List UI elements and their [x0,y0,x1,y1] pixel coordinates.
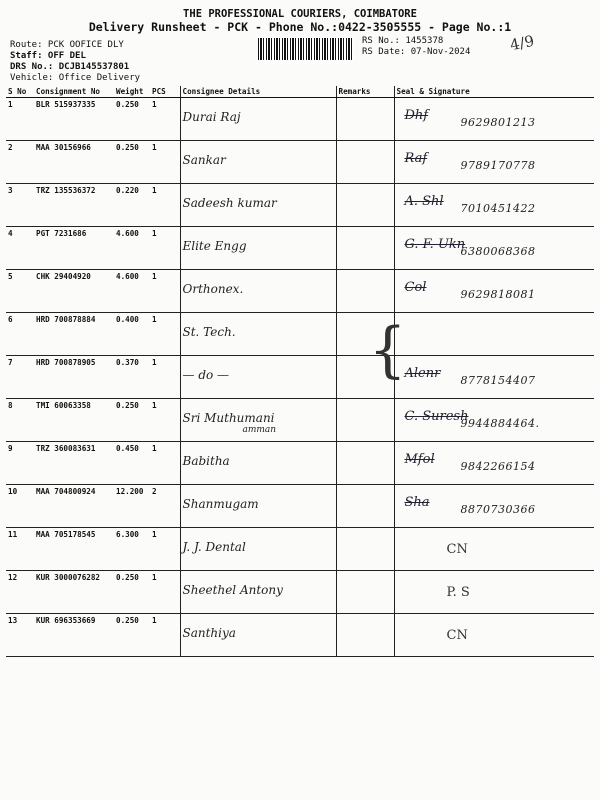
cell-sno: 1 [6,98,34,141]
staff-label: Staff: OFF DEL [10,51,86,61]
signature: Col [404,280,427,295]
cell-consignee [180,227,336,270]
signature: Mfol [404,452,435,467]
cell-consignee [180,270,336,313]
cell-pcs: 1 [150,227,180,270]
consignee-handwriting: Elite Engg [182,239,247,253]
cell-remarks [336,442,394,485]
cell-weight: 6.300 [114,528,150,571]
col-header-consignee: Consignee Details [180,86,336,98]
phone-number: 6380068368 [460,245,536,258]
drs-label: DRS No.: DCJB145537801 [10,62,130,72]
signature: A. Shl [404,194,444,209]
cell-weight: 0.250 [114,571,150,614]
table-row [6,227,594,270]
cell-remarks [336,141,394,184]
cell-pcs: 1 [150,184,180,227]
table-row [6,442,594,485]
table-header-row [6,86,594,98]
cell-weight: 0.250 [114,98,150,141]
cell-seal-signature [394,614,594,657]
bracket-mark: { [368,315,407,385]
cell-sno: 8 [6,399,34,442]
cell-consignee [180,442,336,485]
cell-pcs: 1 [150,270,180,313]
phone-number: 8870730366 [460,503,536,516]
cell-remarks [336,485,394,528]
signature: Dhf [404,108,429,123]
cell-remarks [336,270,394,313]
col-header-consignment: Consignment No [34,86,114,98]
cell-sno: 2 [6,141,34,184]
table-row [6,485,594,528]
signature: C. Suresh [404,409,469,424]
signature: Raf [404,151,428,166]
cell-pcs: 1 [150,442,180,485]
consignee-handwriting: Sankar [182,153,226,167]
cell-weight: 0.220 [114,184,150,227]
signature: P. S [446,585,470,600]
cell-remarks [336,227,394,270]
phone-number: 8778154407 [460,374,536,387]
cell-consignee [180,141,336,184]
cell-weight: 0.250 [114,399,150,442]
cell-seal-signature [394,98,594,141]
cell-sno: 6 [6,313,34,356]
table-row [6,184,594,227]
cell-sno: 9 [6,442,34,485]
cell-consignment-no: TRZ 135536372 [34,184,114,227]
cell-remarks [336,98,394,141]
cell-pcs: 1 [150,141,180,184]
table-row [6,270,594,313]
cell-seal-signature [394,485,594,528]
cell-consignment-no: KUR 696353669 [34,614,114,657]
phone-number: 9842266154 [460,460,536,473]
cell-seal-signature [394,227,594,270]
cell-weight: 0.450 [114,442,150,485]
cell-consignee [180,485,336,528]
cell-seal-signature [394,270,594,313]
runsheet-title: Delivery Runsheet - PCK - Phone No.:0422-3505555 - Page No.:1 [88,20,512,34]
consignee-handwriting: — do — [182,368,230,382]
cell-consignee [180,399,336,442]
cell-consignment-no: MAA 30156966 [34,141,114,184]
table-row [6,141,594,184]
cell-weight: 0.250 [114,614,150,657]
cell-sno: 10 [6,485,34,528]
cell-remarks [336,528,394,571]
phone-number: 9629801213 [460,116,536,129]
cell-consignment-no: BLR 515937335 [34,98,114,141]
cell-pcs: 1 [150,399,180,442]
consignee-handwriting: Sri Muthumani [182,411,275,425]
cell-seal-signature [394,141,594,184]
cell-consignment-no: CHK 29404920 [34,270,114,313]
cell-weight: 4.600 [114,270,150,313]
barcode [258,38,354,60]
vehicle-label: Vehicle: Office Delivery [10,73,141,83]
cell-remarks [336,571,394,614]
col-header-seal: Seal & Signature [394,86,594,98]
signature: G. F. Ukn [404,237,466,252]
cell-pcs: 1 [150,356,180,399]
cell-consignment-no: PGT 7231686 [34,227,114,270]
rs-date-label: RS Date: 07-Nov-2024 [362,47,471,57]
cell-sno: 12 [6,571,34,614]
consignee-handwriting: Sheethel Antony [182,583,283,597]
cell-consignment-no: HRD 700878884 [34,313,114,356]
cell-consignee [180,356,336,399]
runsheet-table [6,86,594,657]
table-row [6,614,594,657]
cell-consignment-no: TMI 60063358 [34,399,114,442]
cell-consignee [180,98,336,141]
cell-seal-signature [394,184,594,227]
cell-consignment-no: MAA 705178545 [34,528,114,571]
cell-weight: 0.400 [114,313,150,356]
cell-seal-signature [394,442,594,485]
cell-sno: 7 [6,356,34,399]
consignee-handwriting-line2: amman [242,425,277,435]
consignee-handwriting: Sadeesh kumar [182,196,277,210]
cell-pcs: 1 [150,528,180,571]
table-row [6,528,594,571]
cell-weight: 4.600 [114,227,150,270]
cell-remarks [336,399,394,442]
phone-number: 7010451422 [460,202,536,215]
rs-no-label: RS No.: 1455378 [362,36,444,46]
cell-pcs: 1 [150,614,180,657]
consignee-handwriting: J. J. Dental [182,540,246,554]
cell-seal-signature [394,571,594,614]
cell-consignee [180,614,336,657]
cell-weight: 12.200 [114,485,150,528]
cell-remarks [336,614,394,657]
consignee-handwriting: Orthonex. [182,282,244,296]
table-row [6,571,594,614]
cell-sno: 5 [6,270,34,313]
cell-consignee [180,313,336,356]
cell-consignment-no: MAA 704800924 [34,485,114,528]
cell-consignee [180,184,336,227]
cell-consignee [180,571,336,614]
cell-seal-signature [394,528,594,571]
table-row [6,313,594,356]
phone-number: 9944884464. [460,417,540,430]
cell-seal-signature [394,313,594,356]
cell-seal-signature [368,315,594,399]
phone-number: 9629818081 [460,288,536,301]
cell-pcs: 1 [150,313,180,356]
signature: CN [446,628,468,643]
table-row [6,399,594,442]
col-header-sno: S No [6,86,34,98]
consignee-handwriting: Santhiya [182,626,236,640]
cell-pcs: 1 [150,571,180,614]
col-header-pcs: PCS [150,86,180,98]
cell-remarks [336,184,394,227]
cell-consignment-no: KUR 3000076282 [34,571,114,614]
consignee-handwriting: Durai Raj [182,110,241,124]
signature: Alenr [404,366,441,381]
consignee-handwriting: Babitha [182,454,230,468]
col-header-weight: Weight [114,86,150,98]
signature: Sha [404,495,430,510]
cell-consignee [180,528,336,571]
signature: CN [446,542,468,557]
phone-number: 9789170778 [460,159,536,172]
cell-sno: 11 [6,528,34,571]
consignee-handwriting: St. Tech. [182,325,236,339]
cell-seal-signature [394,399,594,442]
route-label: Route: PCK OOFICE DLY [10,40,124,50]
col-header-remarks: Remarks [336,86,394,98]
corner-handwritten-note: 4/9 [508,31,536,55]
cell-sno: 3 [6,184,34,227]
consignee-handwriting: Shanmugam [182,497,259,511]
cell-consignment-no: TRZ 360083631 [34,442,114,485]
company-title: THE PROFESSIONAL COURIERS, COIMBATORE [183,8,417,20]
cell-weight: 0.250 [114,141,150,184]
cell-consignment-no: HRD 700878905 [34,356,114,399]
cell-pcs: 1 [150,98,180,141]
cell-sno: 13 [6,614,34,657]
cell-pcs: 2 [150,485,180,528]
table-row [6,356,594,399]
cell-sno: 4 [6,227,34,270]
table-row [6,98,594,141]
cell-weight: 0.370 [114,356,150,399]
